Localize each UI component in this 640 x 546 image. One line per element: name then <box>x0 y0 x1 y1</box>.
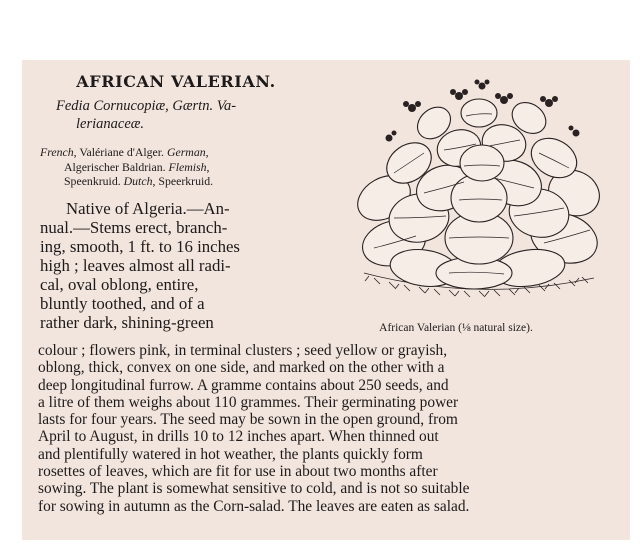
intro-line: rather dark, shining-green <box>40 312 214 332</box>
entry-title: AFRICAN VALERIAN. <box>76 72 276 91</box>
common-name-text: Algerischer Baldrian. <box>64 159 169 174</box>
common-name-text: Speenkruid. <box>64 174 124 188</box>
common-name-text: , Valériane d'Alger. <box>73 145 167 159</box>
intro-line: nual.—Stems erect, branch- <box>40 217 228 237</box>
common-names-line <box>40 174 302 189</box>
leaf-mass <box>354 96 604 291</box>
body-line: and plentifully watered in hot weather, the plants quickly form <box>38 445 423 463</box>
book-page <box>22 60 630 540</box>
body-line: a litre of them weighs about 110 grammes. Their germinating power <box>38 393 459 411</box>
intro-line: ing, smooth, 1 ft. to 16 inches <box>40 236 240 256</box>
common-names-line <box>40 160 302 175</box>
body-line: for sowing in autumn as the Corn-salad. The leaves are eaten as salad. <box>38 497 470 515</box>
intro-line: Native of Algeria.—An- <box>66 198 230 218</box>
body-line: April to August, in drills 10 to 12 inches apart. When thinned out <box>38 428 439 446</box>
body-line: deep longitudinal furrow. A gramme contains about 250 seeds, and <box>38 376 449 394</box>
body-line: sowing. The plant is somewhat sensitive to cold, and is not so suitable <box>38 480 470 498</box>
common-names-line <box>40 145 302 160</box>
common-names <box>40 145 302 189</box>
language-label: Flemish <box>168 159 207 174</box>
common-name-text: , Speerkruid. <box>152 174 214 188</box>
body-line: rosettes of leaves, which are fit for use in about two months after <box>38 463 438 481</box>
body-line: colour ; flowers pink, in terminal clusters ; seed yellow or grayish, <box>38 342 448 359</box>
intro-line: cal, oval oblong, entire, <box>40 274 199 294</box>
intro-line: high ; leaves almost all radi- <box>40 255 231 275</box>
language-label: Dutch <box>123 174 153 188</box>
latin-name-line-2: lerianaceæ. <box>76 116 145 132</box>
common-name-text: , <box>205 145 209 159</box>
plant-illustration <box>354 78 604 308</box>
body-line: oblong, thick, convex on one side, and marked on the other with a <box>38 359 445 377</box>
left-column <box>40 72 302 332</box>
valerian-plant-engraving <box>354 78 604 308</box>
latin-name-line-1: Fedia Cornucopiæ, Gærtn. Va- <box>56 98 237 114</box>
body-line: lasts for four years. The seed may be sown in the open ground, from <box>38 411 458 429</box>
figure-caption: African Valerian (⅛ natural size). <box>379 322 533 334</box>
intro-line: bluntly toothed, and of a <box>40 293 205 313</box>
language-label: French <box>40 145 74 159</box>
latin-name <box>40 97 302 133</box>
intro-paragraph <box>40 199 302 332</box>
common-name-text: , <box>206 159 210 174</box>
body-paragraph <box>38 342 628 515</box>
language-label: German <box>166 145 206 159</box>
